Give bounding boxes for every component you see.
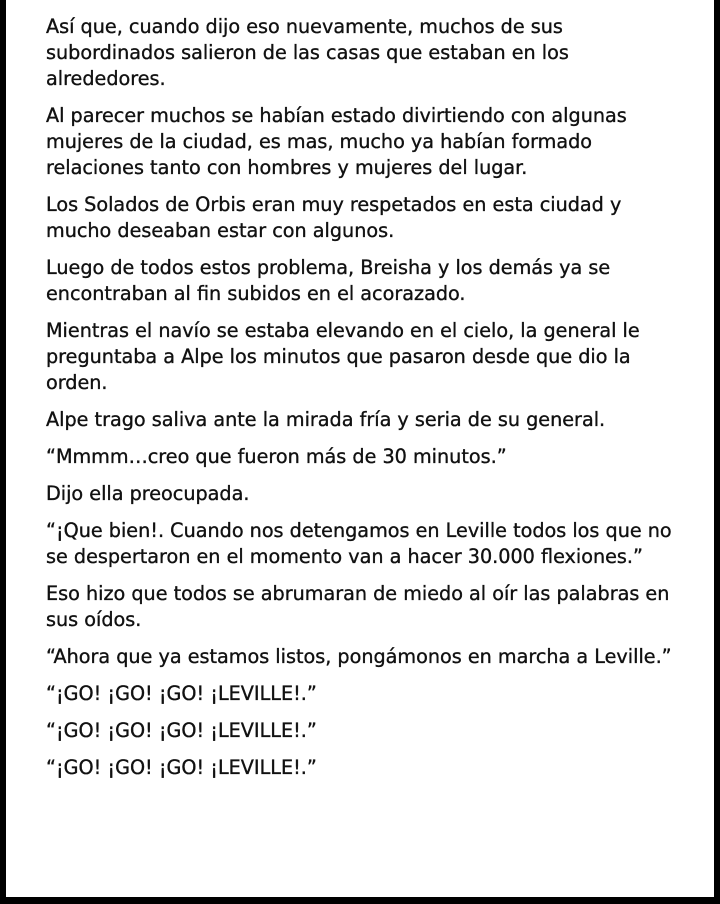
paragraph: “¡GO! ¡GO! ¡GO! ¡LEVILLE!.” bbox=[46, 756, 317, 779]
story-text bbox=[46, 14, 681, 792]
paragraph: Alpe trago saliva ante la mirada fría y seria de su general. bbox=[46, 408, 606, 431]
paragraph: Eso hizo que todos se abrumaran de miedo al oír las palabras en sus oídos. bbox=[46, 582, 670, 631]
document-page bbox=[6, 0, 714, 897]
paragraph: “¡Que bien!. Cuando nos detengamos en Leville todos los que no se despertaron en el momento van a hacer 30.000 flexiones.” bbox=[46, 519, 672, 568]
paragraph: “¡GO! ¡GO! ¡GO! ¡LEVILLE!.” bbox=[46, 682, 317, 705]
paragraph: “¡GO! ¡GO! ¡GO! ¡LEVILLE!.” bbox=[46, 719, 317, 742]
paragraph: Mientras el navío se estaba elevando en el cielo, la general le preguntaba a Alpe los minutos que pasaron desde que dio la orden. bbox=[46, 319, 640, 394]
paragraph: Dijo ella preocupada. bbox=[46, 482, 250, 505]
paragraph: Luego de todos estos problema, Breisha y los demás ya se encontraban al fin subidos en el acorazado. bbox=[46, 256, 611, 305]
paragraph: Al parecer muchos se habían estado divirtiendo con algunas mujeres de la ciudad, es mas, mucho ya habían formado relaciones tanto con hombres y mujeres del lugar. bbox=[46, 104, 627, 179]
paragraph: “Ahora que ya estamos listos, pongámonos en marcha a Leville.” bbox=[46, 645, 672, 668]
paragraph: Los Solados de Orbis eran muy respetados en esta ciudad y mucho deseaban estar con algunos. bbox=[46, 193, 622, 242]
paragraph: Así que, cuando dijo eso nuevamente, muchos de sus subordinados salieron de las casas que estaban en los alrededores. bbox=[46, 15, 569, 90]
paragraph: “Mmmm…creo que fueron más de 30 minutos.” bbox=[46, 445, 507, 468]
